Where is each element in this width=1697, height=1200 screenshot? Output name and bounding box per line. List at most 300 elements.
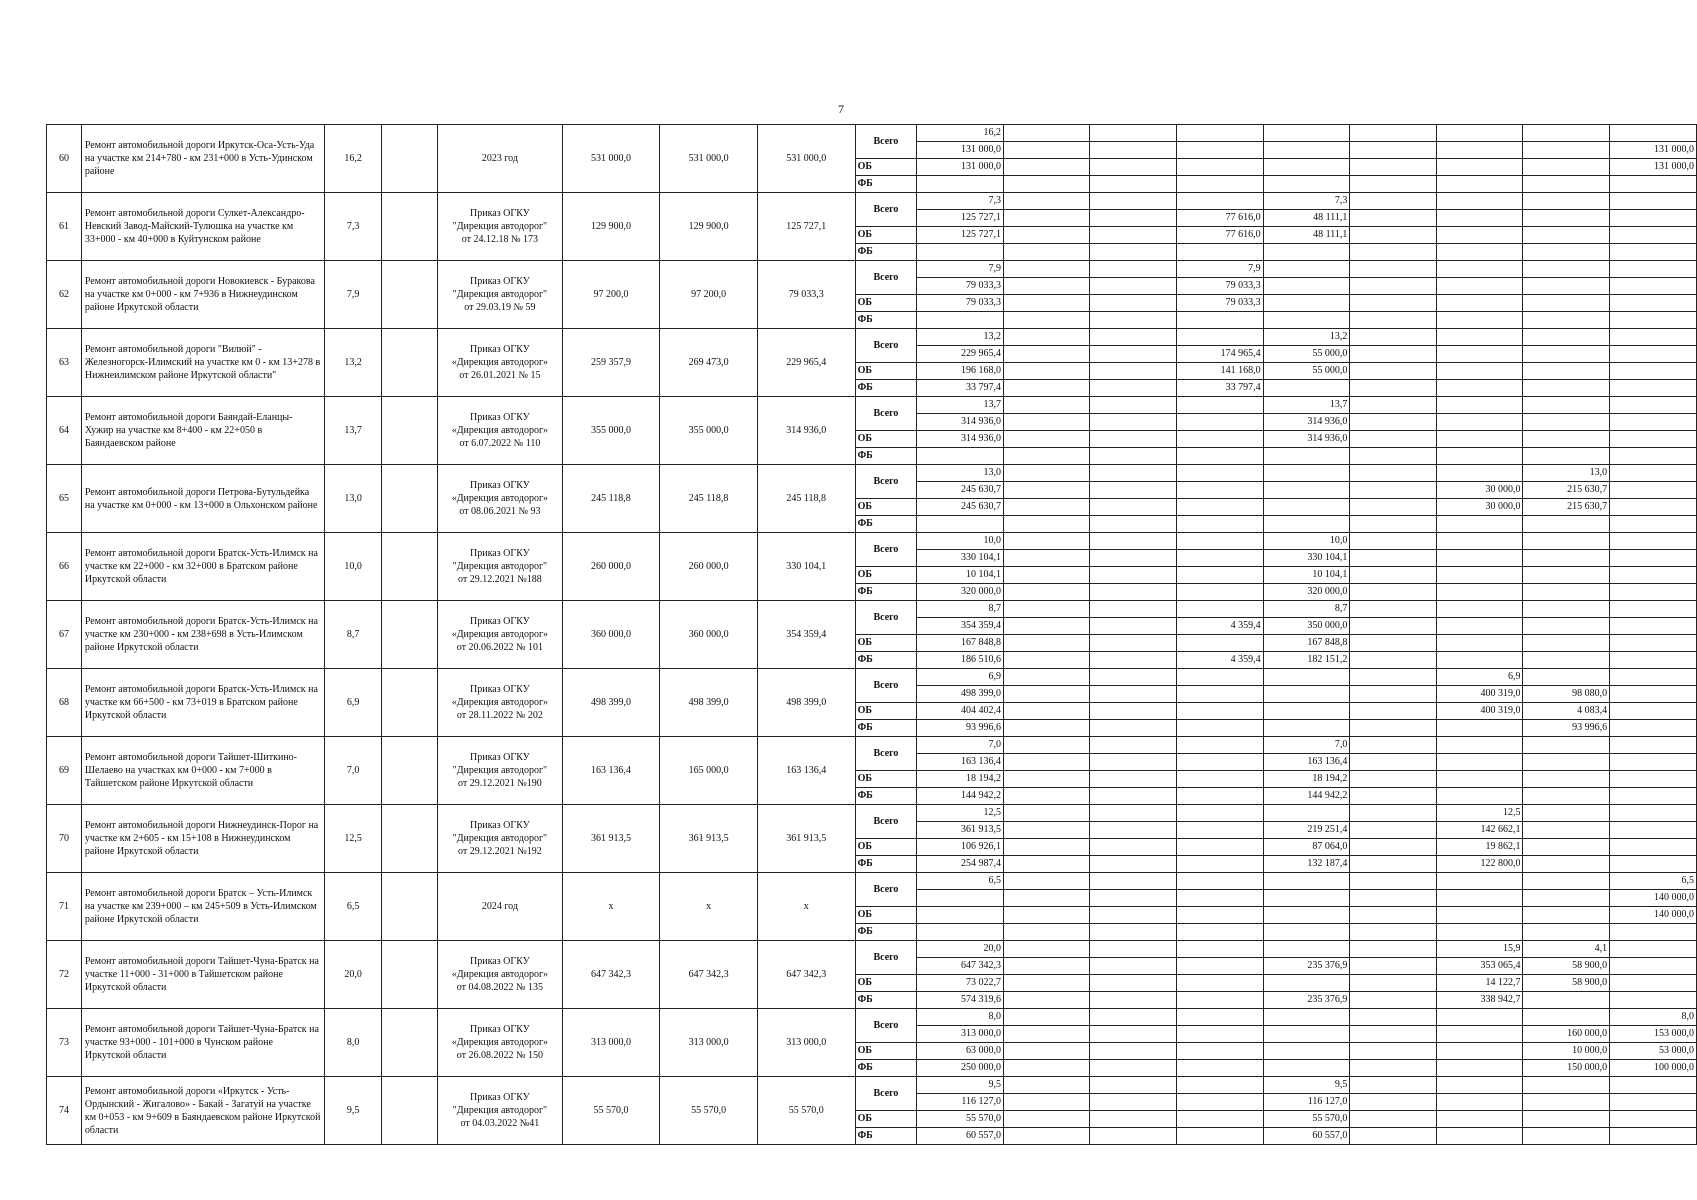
cost-value: x: [562, 873, 660, 941]
value-cell: [1004, 958, 1090, 975]
value-cell: [1004, 924, 1090, 941]
value-cell: 12,5: [1436, 805, 1523, 822]
order-line: от 28.11.2022 № 202: [456, 710, 543, 721]
value-cell: [1090, 1111, 1176, 1128]
value-cell: 125 727,1: [917, 227, 1004, 244]
value-cell: [1610, 669, 1697, 686]
value-cell: [1090, 210, 1176, 227]
value-cell: [1610, 176, 1697, 193]
table-row: [47, 737, 1697, 754]
cost-value: 361 913,5: [660, 805, 758, 873]
order-document: [438, 805, 563, 873]
value-cell: [1004, 363, 1090, 380]
value-cell: [1176, 805, 1263, 822]
value-cell: 6,5: [917, 873, 1004, 890]
value-cell: [1263, 1026, 1350, 1043]
cost-value: 125 727,1: [757, 193, 855, 261]
empty-cell: [382, 669, 438, 737]
value-cell: [1176, 941, 1263, 958]
cost-value: 355 000,0: [562, 397, 660, 465]
value-cell: [1436, 1060, 1523, 1077]
value-cell: [1004, 516, 1090, 533]
value-cell: 98 080,0: [1523, 686, 1610, 703]
value-cell: [1090, 873, 1176, 890]
road-length: 13,7: [324, 397, 382, 465]
value-cell: [1523, 142, 1610, 159]
value-cell: [1610, 1094, 1697, 1111]
value-cell: [1176, 890, 1263, 907]
value-cell: 9,5: [917, 1077, 1004, 1094]
value-cell: [1004, 142, 1090, 159]
value-cell: [1610, 499, 1697, 516]
value-cell: [1350, 584, 1436, 601]
value-cell: [1090, 397, 1176, 414]
value-cell: [1090, 635, 1176, 652]
empty-cell: [382, 465, 438, 533]
label-fb: ФБ: [855, 244, 917, 261]
row-number: 63: [47, 329, 82, 397]
cost-value: 498 399,0: [660, 669, 758, 737]
value-cell: [1436, 193, 1523, 210]
order-line: Приказ ОГКУ: [470, 548, 530, 559]
value-cell: [1004, 533, 1090, 550]
value-cell: [1004, 584, 1090, 601]
value-cell: [1350, 1077, 1436, 1094]
value-cell: [1090, 1128, 1176, 1145]
value-cell: [1176, 958, 1263, 975]
value-cell: 48 111,1: [1263, 227, 1350, 244]
value-cell: [1090, 907, 1176, 924]
value-cell: [1610, 482, 1697, 499]
value-cell: [1263, 703, 1350, 720]
value-cell: [1090, 788, 1176, 805]
value-cell: 400 319,0: [1436, 703, 1523, 720]
value-cell: [1090, 1009, 1176, 1026]
road-length: 9,5: [324, 1077, 382, 1145]
value-cell: [1004, 703, 1090, 720]
order-line: «Дирекция автодорог»: [451, 697, 549, 708]
value-cell: [1610, 516, 1697, 533]
value-cell: [1004, 295, 1090, 312]
value-cell: [1436, 312, 1523, 329]
value-cell: [1176, 533, 1263, 550]
cost-value: 355 000,0: [660, 397, 758, 465]
row-number: 65: [47, 465, 82, 533]
value-cell: [1090, 822, 1176, 839]
road-length: 13,2: [324, 329, 382, 397]
value-cell: [1004, 448, 1090, 465]
label-fb: ФБ: [855, 652, 917, 669]
value-cell: [1436, 754, 1523, 771]
value-cell: [1090, 992, 1176, 1009]
value-cell: [1176, 788, 1263, 805]
value-cell: [1350, 856, 1436, 873]
value-cell: [1610, 550, 1697, 567]
value-cell: [1090, 975, 1176, 992]
value-cell: [1523, 380, 1610, 397]
value-cell: [1176, 193, 1263, 210]
value-cell: 53 000,0: [1610, 1043, 1697, 1060]
cost-value: 647 342,3: [757, 941, 855, 1009]
value-cell: [1523, 227, 1610, 244]
value-cell: 55 570,0: [1263, 1111, 1350, 1128]
value-cell: [1523, 1009, 1610, 1026]
value-cell: 131 000,0: [917, 142, 1004, 159]
value-cell: [1263, 295, 1350, 312]
value-cell: [1350, 533, 1436, 550]
value-cell: [1176, 431, 1263, 448]
value-cell: 361 913,5: [917, 822, 1004, 839]
value-cell: [1523, 278, 1610, 295]
value-cell: 400 319,0: [1436, 686, 1523, 703]
label-ob: ОБ: [855, 295, 917, 312]
value-cell: [1350, 482, 1436, 499]
value-cell: [1176, 1077, 1263, 1094]
order-line: "Дирекция автодорог": [452, 1105, 548, 1116]
value-cell: 153 000,0: [1610, 1026, 1697, 1043]
value-cell: 10 104,1: [1263, 567, 1350, 584]
value-cell: [1176, 465, 1263, 482]
value-cell: [1004, 482, 1090, 499]
value-cell: [1176, 448, 1263, 465]
value-cell: [1263, 142, 1350, 159]
value-cell: [1523, 618, 1610, 635]
value-cell: [1176, 771, 1263, 788]
value-cell: [1350, 975, 1436, 992]
value-cell: 13,0: [917, 465, 1004, 482]
value-cell: [1350, 992, 1436, 1009]
label-fb: ФБ: [855, 856, 917, 873]
empty-cell: [382, 601, 438, 669]
value-cell: [1090, 227, 1176, 244]
value-cell: 10 104,1: [917, 567, 1004, 584]
label-ob: ОБ: [855, 1043, 917, 1060]
value-cell: [1176, 686, 1263, 703]
value-cell: 245 630,7: [917, 482, 1004, 499]
value-cell: [1090, 261, 1176, 278]
table-row: [47, 329, 1697, 346]
value-cell: [1263, 380, 1350, 397]
value-cell: [1610, 992, 1697, 1009]
value-cell: [1176, 329, 1263, 346]
order-line: Приказ ОГКУ: [470, 1092, 530, 1103]
value-cell: 13,2: [1263, 329, 1350, 346]
value-cell: [1436, 176, 1523, 193]
value-cell: 330 104,1: [917, 550, 1004, 567]
row-number: 61: [47, 193, 82, 261]
value-cell: 12,5: [917, 805, 1004, 822]
value-cell: [1523, 397, 1610, 414]
cost-value: 531 000,0: [757, 125, 855, 193]
table-row: [47, 941, 1697, 958]
value-cell: [1004, 1077, 1090, 1094]
value-cell: [917, 907, 1004, 924]
label-fb: ФБ: [855, 788, 917, 805]
value-cell: [1004, 805, 1090, 822]
value-cell: [1436, 1111, 1523, 1128]
value-cell: [1350, 380, 1436, 397]
value-cell: 10,0: [1263, 533, 1350, 550]
value-cell: [1350, 312, 1436, 329]
value-cell: [1004, 822, 1090, 839]
value-cell: [1090, 1094, 1176, 1111]
value-cell: [1176, 312, 1263, 329]
value-cell: [1610, 346, 1697, 363]
label-total: Всего: [855, 533, 917, 567]
label-total: Всего: [855, 193, 917, 227]
value-cell: [1090, 465, 1176, 482]
value-cell: [1350, 1026, 1436, 1043]
cost-value: 163 136,4: [562, 737, 660, 805]
label-ob: ОБ: [855, 567, 917, 584]
value-cell: 79 033,3: [1176, 278, 1263, 295]
value-cell: [1090, 550, 1176, 567]
value-cell: 229 965,4: [917, 346, 1004, 363]
value-cell: 10,0: [917, 533, 1004, 550]
value-cell: 18 194,2: [1263, 771, 1350, 788]
value-cell: [1004, 873, 1090, 890]
order-document: [438, 941, 563, 1009]
value-cell: [1263, 686, 1350, 703]
cost-value: 165 000,0: [660, 737, 758, 805]
value-cell: [1523, 159, 1610, 176]
value-cell: 404 402,4: [917, 703, 1004, 720]
road-object-name: Ремонт автомобильной дороги Братск-Усть-Илимск на участке км 22+000 - км 32+000 в Братском районе Иркутской области: [81, 533, 324, 601]
value-cell: 60 557,0: [1263, 1128, 1350, 1145]
value-cell: [1176, 1111, 1263, 1128]
value-cell: [1523, 516, 1610, 533]
value-cell: 77 616,0: [1176, 210, 1263, 227]
value-cell: 498 399,0: [917, 686, 1004, 703]
row-number: 62: [47, 261, 82, 329]
value-cell: [1176, 839, 1263, 856]
value-cell: [1523, 363, 1610, 380]
value-cell: [1350, 448, 1436, 465]
value-cell: [1523, 584, 1610, 601]
cost-value: 79 033,3: [757, 261, 855, 329]
cost-value: 361 913,5: [757, 805, 855, 873]
value-cell: 163 136,4: [917, 754, 1004, 771]
order-line: Приказ ОГКУ: [470, 684, 530, 695]
empty-cell: [382, 1077, 438, 1145]
value-cell: [1090, 125, 1176, 142]
value-cell: [1004, 975, 1090, 992]
table-row: [47, 533, 1697, 550]
value-cell: [1436, 210, 1523, 227]
label-ob: ОБ: [855, 431, 917, 448]
label-fb: ФБ: [855, 312, 917, 329]
table-row: [47, 261, 1697, 278]
order-line: Приказ ОГКУ: [470, 616, 530, 627]
value-cell: [1263, 805, 1350, 822]
value-cell: 142 662,1: [1436, 822, 1523, 839]
value-cell: [1090, 924, 1176, 941]
value-cell: [1004, 159, 1090, 176]
value-cell: 33 797,4: [917, 380, 1004, 397]
value-cell: 7,9: [1176, 261, 1263, 278]
value-cell: 93 996,6: [1523, 720, 1610, 737]
value-cell: 116 127,0: [917, 1094, 1004, 1111]
value-cell: [1523, 856, 1610, 873]
value-cell: [1610, 261, 1697, 278]
value-cell: [1610, 941, 1697, 958]
table-row: [47, 397, 1697, 414]
value-cell: 55 000,0: [1263, 346, 1350, 363]
cost-value: 55 570,0: [562, 1077, 660, 1145]
value-cell: [1350, 1009, 1436, 1026]
order-line: Приказ ОГКУ: [470, 344, 530, 355]
value-cell: [1523, 822, 1610, 839]
value-cell: [1350, 278, 1436, 295]
value-cell: 55 000,0: [1263, 363, 1350, 380]
value-cell: 320 000,0: [1263, 584, 1350, 601]
label-fb: ФБ: [855, 924, 917, 941]
cost-value: 229 965,4: [757, 329, 855, 397]
value-cell: [1436, 771, 1523, 788]
road-length: 8,0: [324, 1009, 382, 1077]
value-cell: [1004, 397, 1090, 414]
value-cell: [1523, 431, 1610, 448]
value-cell: [1090, 839, 1176, 856]
value-cell: [1350, 652, 1436, 669]
value-cell: [1523, 176, 1610, 193]
value-cell: [1436, 635, 1523, 652]
label-total: Всего: [855, 1009, 917, 1043]
value-cell: [1610, 720, 1697, 737]
value-cell: 350 000,0: [1263, 618, 1350, 635]
value-cell: 13,7: [1263, 397, 1350, 414]
value-cell: 30 000,0: [1436, 499, 1523, 516]
value-cell: [1090, 754, 1176, 771]
value-cell: [1263, 312, 1350, 329]
label-fb: ФБ: [855, 380, 917, 397]
empty-cell: [382, 805, 438, 873]
value-cell: [1004, 788, 1090, 805]
row-number: 73: [47, 1009, 82, 1077]
road-repair-table: [46, 124, 1697, 1145]
value-cell: [917, 312, 1004, 329]
value-cell: [1004, 771, 1090, 788]
value-cell: 144 942,2: [1263, 788, 1350, 805]
value-cell: [1523, 261, 1610, 278]
value-cell: [1610, 414, 1697, 431]
value-cell: [1090, 482, 1176, 499]
value-cell: [1004, 992, 1090, 1009]
value-cell: [1436, 1009, 1523, 1026]
order-line: Приказ ОГКУ: [470, 752, 530, 763]
value-cell: [1263, 465, 1350, 482]
value-cell: [1523, 788, 1610, 805]
value-cell: [1436, 1128, 1523, 1145]
value-cell: [1436, 788, 1523, 805]
road-length: 7,3: [324, 193, 382, 261]
value-cell: [1004, 1009, 1090, 1026]
cost-value: 129 900,0: [562, 193, 660, 261]
value-cell: [1523, 771, 1610, 788]
value-cell: [1263, 1043, 1350, 1060]
empty-cell: [382, 261, 438, 329]
value-cell: [1176, 1009, 1263, 1026]
value-cell: [1610, 601, 1697, 618]
value-cell: [1523, 312, 1610, 329]
value-cell: [1350, 346, 1436, 363]
value-cell: [1610, 193, 1697, 210]
value-cell: [1090, 1026, 1176, 1043]
value-cell: 7,9: [917, 261, 1004, 278]
row-number: 67: [47, 601, 82, 669]
label-fb: ФБ: [855, 448, 917, 465]
value-cell: [1610, 788, 1697, 805]
cost-value: 498 399,0: [757, 669, 855, 737]
value-cell: [1610, 227, 1697, 244]
value-cell: 254 987,4: [917, 856, 1004, 873]
value-cell: [1004, 465, 1090, 482]
value-cell: [1090, 737, 1176, 754]
order-document: [438, 873, 563, 941]
value-cell: 7,0: [917, 737, 1004, 754]
value-cell: [1523, 1077, 1610, 1094]
label-total: Всего: [855, 125, 917, 159]
order-line: "Дирекция автодорог": [452, 289, 548, 300]
cost-value: 498 399,0: [562, 669, 660, 737]
road-object-name: Ремонт автомобильной дороги Братск-Усть-Илимск на участке км 66+500 - км 73+019 в Братском районе Иркутской области: [81, 669, 324, 737]
value-cell: 215 630,7: [1523, 482, 1610, 499]
value-cell: [1090, 193, 1176, 210]
order-document: [438, 533, 563, 601]
table-row: [47, 1009, 1697, 1026]
label-total: Всего: [855, 397, 917, 431]
value-cell: [1263, 1060, 1350, 1077]
value-cell: [1610, 924, 1697, 941]
value-cell: [1436, 533, 1523, 550]
value-cell: [1523, 737, 1610, 754]
cost-value: 360 000,0: [660, 601, 758, 669]
value-cell: 13,0: [1523, 465, 1610, 482]
value-cell: [1350, 754, 1436, 771]
road-length: 20,0: [324, 941, 382, 1009]
value-cell: [1090, 941, 1176, 958]
value-cell: [1176, 754, 1263, 771]
value-cell: [917, 890, 1004, 907]
label-total: Всего: [855, 261, 917, 295]
value-cell: [1350, 431, 1436, 448]
value-cell: 131 000,0: [1610, 142, 1697, 159]
row-number: 70: [47, 805, 82, 873]
value-cell: [1523, 1111, 1610, 1128]
cost-value: 313 000,0: [562, 1009, 660, 1077]
order-document: [438, 737, 563, 805]
order-line: от 20.06.2022 № 101: [456, 642, 544, 653]
value-cell: [1004, 278, 1090, 295]
road-object-name: Ремонт автомобильной дороги Нижнеудинск-Порог на участке км 2+605 - км 15+108 в Нижнеудинском районе Иркутской области: [81, 805, 324, 873]
value-cell: 647 342,3: [917, 958, 1004, 975]
value-cell: [1004, 686, 1090, 703]
value-cell: 160 000,0: [1523, 1026, 1610, 1043]
value-cell: 55 570,0: [917, 1111, 1004, 1128]
road-object-name: Ремонт автомобильной дороги Баяндай-Еланцы-Хужир на участке км 8+400 - км 22+050 в Баяндаевском районе: [81, 397, 324, 465]
value-cell: [1610, 278, 1697, 295]
value-cell: [917, 244, 1004, 261]
road-length: 8,7: [324, 601, 382, 669]
value-cell: [1350, 771, 1436, 788]
value-cell: [1176, 975, 1263, 992]
value-cell: [1436, 516, 1523, 533]
value-cell: [1176, 159, 1263, 176]
value-cell: 353 065,4: [1436, 958, 1523, 975]
order-line: Приказ ОГКУ: [470, 1024, 530, 1035]
value-cell: [1610, 448, 1697, 465]
value-cell: 6,9: [917, 669, 1004, 686]
